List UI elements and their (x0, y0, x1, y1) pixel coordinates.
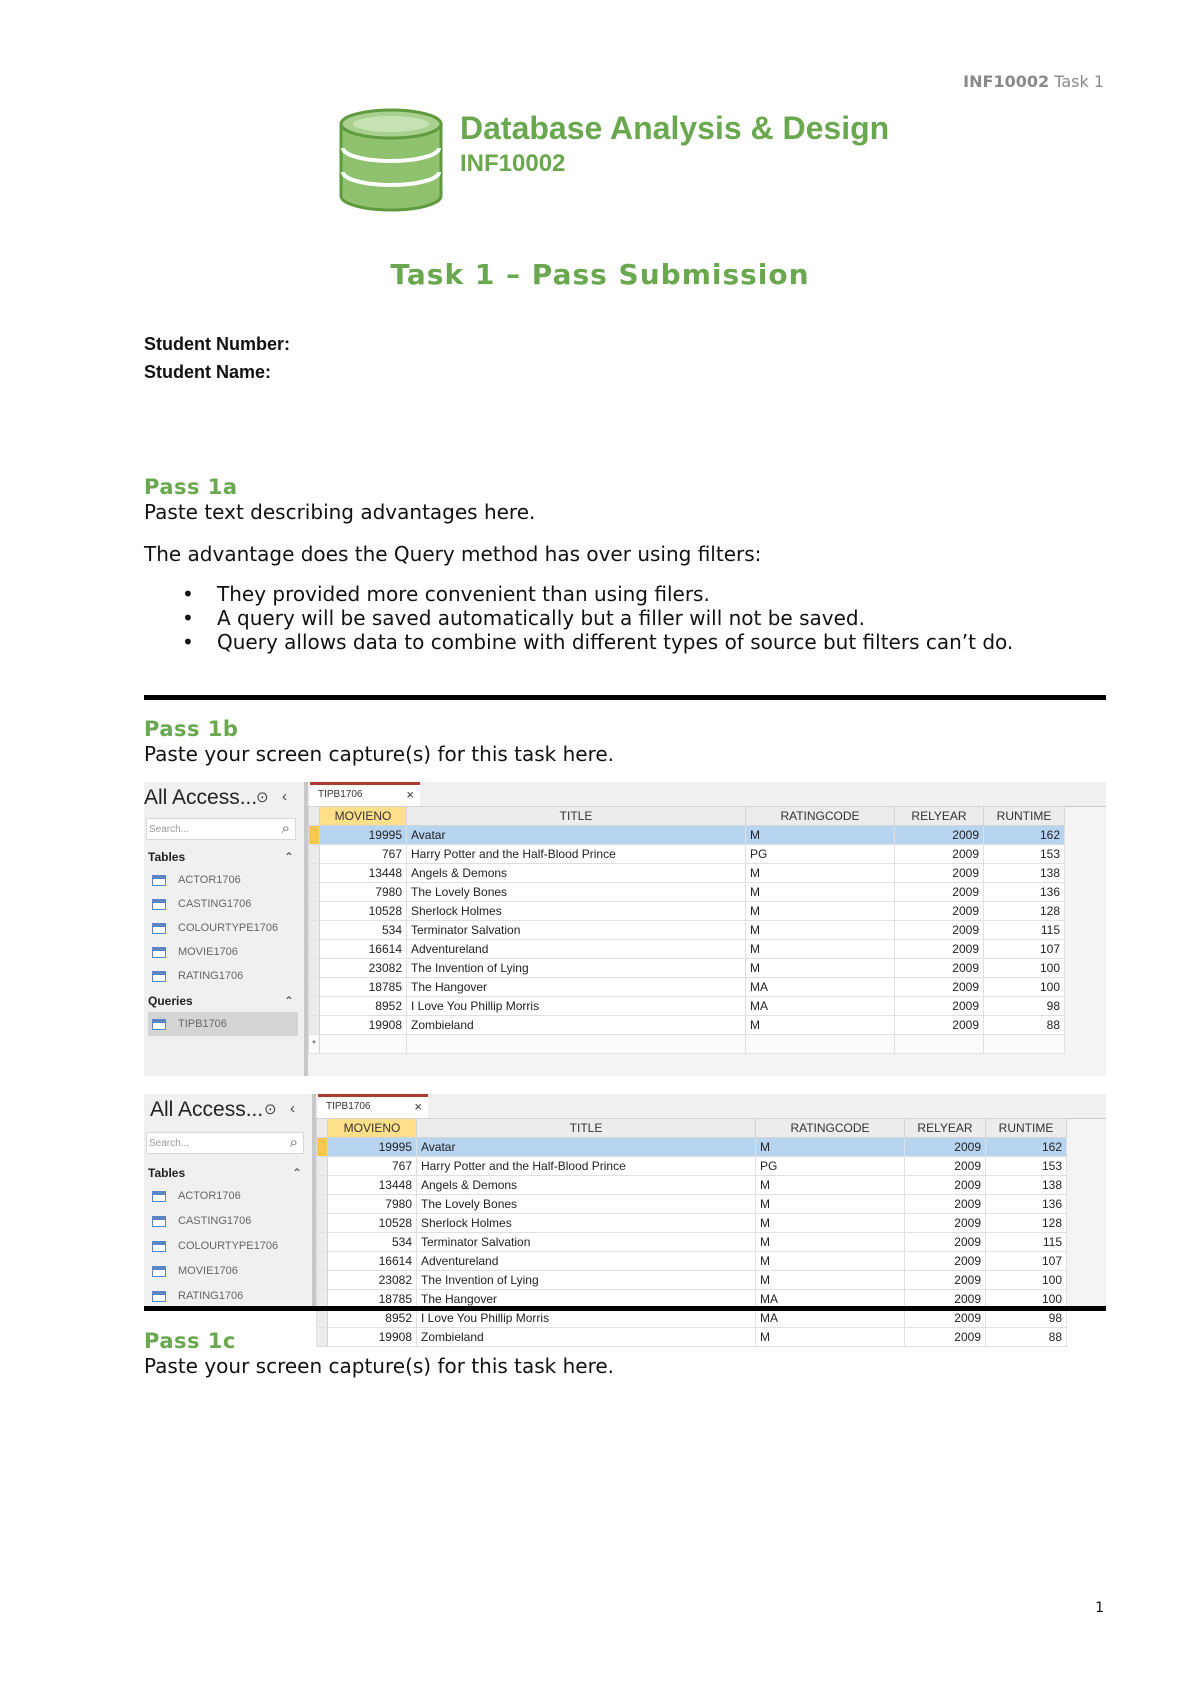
table-cell[interactable]: 2009 (905, 1157, 986, 1176)
table-cell[interactable]: 2009 (895, 978, 984, 997)
table-cell[interactable]: MA (746, 978, 895, 997)
table-cell[interactable]: I Love You Phillip Morris (417, 1309, 756, 1328)
table-cell[interactable]: 13448 (328, 1176, 417, 1195)
table-cell[interactable]: 2009 (895, 959, 984, 978)
row-selector-header[interactable] (309, 807, 320, 826)
nav-item-table[interactable]: ACTOR1706 (148, 1184, 306, 1208)
table-cell[interactable]: 2009 (895, 940, 984, 959)
nav-item-query[interactable]: TIPB1706 (148, 1012, 298, 1036)
table-cell[interactable]: 18785 (328, 1290, 417, 1309)
nav-title: All Access... (150, 1098, 264, 1121)
table-cell[interactable]: 7980 (328, 1195, 417, 1214)
table-cell[interactable]: MA (746, 997, 895, 1016)
table-row[interactable] (317, 1157, 1067, 1176)
row-selector[interactable] (317, 1252, 328, 1271)
row-selector-header[interactable] (317, 1119, 328, 1138)
table-cell[interactable]: Sherlock Holmes (407, 902, 746, 921)
table-cell[interactable]: Harry Potter and the Half-Blood Prince (407, 845, 746, 864)
table-row[interactable] (317, 1309, 1067, 1328)
table-cell[interactable]: Angels & Demons (417, 1176, 756, 1195)
pass-1c-instruction: Paste your screen capture(s) for this task here. (144, 1354, 615, 1378)
table-cell[interactable]: 128 (986, 1214, 1067, 1233)
table-cell[interactable]: 2009 (895, 826, 984, 845)
table-cell[interactable]: Avatar (407, 826, 746, 845)
table-row[interactable] (309, 826, 1065, 845)
table-cell[interactable] (320, 1035, 407, 1054)
table-cell[interactable]: 13448 (320, 864, 407, 883)
table-cell[interactable]: 19908 (328, 1328, 417, 1347)
row-selector[interactable] (317, 1195, 328, 1214)
table-cell[interactable]: Adventureland (417, 1252, 756, 1271)
table-row[interactable] (309, 959, 1065, 978)
table-cell[interactable]: 19995 (320, 826, 407, 845)
table-cell[interactable]: M (746, 940, 895, 959)
pass-1a-intro: The advantage does the Query method has over using filters: (144, 542, 762, 566)
row-selector[interactable] (309, 826, 320, 845)
table-row[interactable] (309, 902, 1065, 921)
table-cell[interactable]: 100 (986, 1271, 1067, 1290)
table-icon (152, 947, 166, 958)
pass-1a-bullet-list (160, 582, 1013, 654)
student-name-label: Student Name: (144, 362, 272, 382)
table-icon (152, 1241, 166, 1252)
pass-1a-heading: Pass 1a (144, 475, 238, 499)
table-cell[interactable]: M (746, 959, 895, 978)
table-row[interactable] (309, 883, 1065, 902)
document-tab-bar (316, 1094, 1106, 1119)
chevron-up-icon: ⌃ (284, 850, 295, 864)
tables-label: Tables (148, 850, 186, 864)
table-cell[interactable]: 2009 (905, 1328, 986, 1347)
column-header[interactable]: RATINGCODE (756, 1119, 905, 1138)
table-cell[interactable]: 2009 (895, 997, 984, 1016)
table-cell[interactable]: 115 (986, 1233, 1067, 1252)
row-selector[interactable] (317, 1138, 328, 1157)
table-row[interactable] (309, 1016, 1065, 1035)
table-cell[interactable]: 10528 (328, 1214, 417, 1233)
table-cell[interactable]: M (746, 826, 895, 845)
table-cell[interactable]: 10528 (320, 902, 407, 921)
table-cell[interactable]: M (756, 1252, 905, 1271)
table-cell[interactable]: 534 (328, 1233, 417, 1252)
nav-item-table[interactable]: CASTING1706 (148, 892, 298, 916)
chevron-up-icon: ⌃ (284, 994, 295, 1008)
new-record-row[interactable] (309, 1035, 1065, 1054)
table-cell[interactable] (895, 1035, 984, 1054)
column-header[interactable]: RATINGCODE (746, 807, 895, 826)
table-cell[interactable]: 2009 (895, 921, 984, 940)
table-cell[interactable]: 767 (328, 1157, 417, 1176)
nav-menu-icon[interactable]: ⊙ (256, 789, 269, 806)
table-cell[interactable]: Zombieland (407, 1016, 746, 1035)
table-cell[interactable]: The Hangover (407, 978, 746, 997)
table-row[interactable] (317, 1195, 1067, 1214)
table-cell[interactable]: 98 (984, 997, 1065, 1016)
row-selector[interactable] (309, 959, 320, 978)
close-icon[interactable]: × (414, 1099, 422, 1114)
table-row[interactable] (317, 1328, 1067, 1347)
table-cell[interactable]: M (746, 1016, 895, 1035)
table-cell[interactable]: 2009 (895, 902, 984, 921)
table-row[interactable] (309, 864, 1065, 883)
table-row[interactable] (309, 978, 1065, 997)
table-cell[interactable]: The Invention of Lying (417, 1271, 756, 1290)
new-record-marker: * (309, 1035, 320, 1054)
table-cell[interactable]: M (756, 1195, 905, 1214)
logo-code: INF10002 (460, 150, 566, 177)
queries-label: Queries (148, 994, 193, 1008)
column-header[interactable]: TITLE (417, 1119, 756, 1138)
row-selector[interactable] (317, 1157, 328, 1176)
table-icon (152, 971, 166, 982)
table-cell[interactable]: 2009 (905, 1309, 986, 1328)
table-cell[interactable] (407, 1035, 746, 1054)
row-selector[interactable] (317, 1271, 328, 1290)
table-cell[interactable]: 88 (986, 1328, 1067, 1347)
row-selector[interactable] (309, 940, 320, 959)
table-cell[interactable]: 18785 (320, 978, 407, 997)
row-selector[interactable] (317, 1214, 328, 1233)
tab-query[interactable]: TIPB1706 × (310, 782, 420, 806)
table-cell[interactable]: 138 (984, 864, 1065, 883)
table-cell[interactable]: Terminator Salvation (407, 921, 746, 940)
table-icon (152, 875, 166, 886)
table-cell[interactable]: 2009 (905, 1290, 986, 1309)
table-cell[interactable]: The Invention of Lying (407, 959, 746, 978)
search-icon[interactable]: ⌕ (281, 820, 290, 837)
header-code: INF10002 (963, 72, 1050, 91)
access-screenshot-1 (144, 782, 1106, 1076)
nav-item-table[interactable]: ACTOR1706 (148, 868, 298, 892)
table-cell[interactable]: 767 (320, 845, 407, 864)
table-row[interactable] (317, 1138, 1067, 1157)
table-cell[interactable]: 2009 (905, 1252, 986, 1271)
table-row[interactable] (309, 940, 1065, 959)
row-selector[interactable] (309, 1016, 320, 1035)
table-cell[interactable]: PG (746, 845, 895, 864)
table-cell[interactable]: M (756, 1328, 905, 1347)
table-cell[interactable]: MA (756, 1309, 905, 1328)
nav-item-table[interactable]: COLOURTYPE1706 (148, 916, 298, 940)
table-cell[interactable]: The Lovely Bones (417, 1195, 756, 1214)
column-header[interactable]: RUNTIME (984, 807, 1065, 826)
section-divider (144, 1306, 1106, 1311)
table-cell[interactable]: 2009 (905, 1271, 986, 1290)
table-cell[interactable]: 128 (984, 902, 1065, 921)
table-cell[interactable]: 19908 (320, 1016, 407, 1035)
header-course-code (963, 72, 1104, 91)
database-icon (336, 106, 446, 214)
tables-label: Tables (148, 1166, 186, 1180)
table-icon (152, 1216, 166, 1227)
table-cell[interactable]: 153 (984, 845, 1065, 864)
table-cell[interactable]: 162 (986, 1138, 1067, 1157)
table-cell[interactable]: M (756, 1176, 905, 1195)
nav-item-table[interactable]: CASTING1706 (148, 1209, 306, 1233)
table-cell[interactable]: MA (756, 1290, 905, 1309)
row-selector[interactable] (309, 845, 320, 864)
navigation-pane (144, 782, 308, 1076)
search-input[interactable]: Search... (146, 1132, 304, 1154)
column-header[interactable]: MOVIENO (320, 807, 407, 826)
table-cell[interactable]: 2009 (895, 845, 984, 864)
table-icon (152, 923, 166, 934)
row-selector[interactable] (309, 902, 320, 921)
table-cell[interactable]: I Love You Phillip Morris (407, 997, 746, 1016)
row-selector[interactable] (309, 864, 320, 883)
table-row[interactable] (317, 1271, 1067, 1290)
column-header[interactable]: TITLE (407, 807, 746, 826)
table-cell[interactable]: 2009 (905, 1176, 986, 1195)
table-cell[interactable]: M (756, 1271, 905, 1290)
table-icon (152, 899, 166, 910)
table-cell[interactable]: 2009 (905, 1214, 986, 1233)
table-row[interactable] (317, 1233, 1067, 1252)
pass-1c-heading: Pass 1c (144, 1329, 236, 1353)
table-cell[interactable]: 88 (984, 1016, 1065, 1035)
nav-title: All Access... (144, 786, 258, 809)
pass-1a-instruction: Paste text describing advantages here. (144, 500, 536, 524)
row-selector[interactable] (309, 883, 320, 902)
table-cell[interactable]: 2009 (905, 1138, 986, 1157)
table-cell[interactable]: The Lovely Bones (407, 883, 746, 902)
logo-title: Database Analysis & Design (460, 110, 890, 146)
pass-1b-heading: Pass 1b (144, 717, 239, 741)
tables-group-header[interactable] (148, 850, 298, 864)
pass-1b-instruction: Paste your screen capture(s) for this task here. (144, 742, 615, 766)
list-item: • Query allows data to combine with different types of source but filters can’t do. (160, 630, 1013, 654)
student-number-label: Student Number: (144, 334, 290, 354)
table-cell[interactable]: The Hangover (417, 1290, 756, 1309)
table-cell[interactable] (746, 1035, 895, 1054)
navigation-pane (144, 1094, 316, 1310)
queries-group-header[interactable] (148, 994, 298, 1008)
table-cell[interactable]: 162 (984, 826, 1065, 845)
table-cell[interactable]: 100 (984, 959, 1065, 978)
table-cell[interactable]: M (756, 1138, 905, 1157)
datasheet-grid (308, 806, 1065, 1054)
nav-menu-icon[interactable]: ⊙ (264, 1101, 277, 1118)
document-tab-bar (308, 782, 1106, 807)
column-header[interactable]: RELYEAR (905, 1119, 986, 1138)
row-selector[interactable] (309, 978, 320, 997)
table-icon (152, 1266, 166, 1277)
search-icon[interactable]: ⌕ (289, 1134, 298, 1151)
table-cell[interactable]: 534 (320, 921, 407, 940)
row-selector[interactable] (309, 921, 320, 940)
table-cell[interactable]: M (756, 1214, 905, 1233)
table-cell[interactable]: 2009 (905, 1233, 986, 1252)
column-header[interactable]: RUNTIME (986, 1119, 1067, 1138)
table-cell[interactable]: Sherlock Holmes (417, 1214, 756, 1233)
table-cell[interactable]: 16614 (320, 940, 407, 959)
table-cell[interactable]: M (746, 883, 895, 902)
nav-item-table[interactable]: MOVIE1706 (148, 1259, 306, 1283)
table-cell[interactable]: PG (756, 1157, 905, 1176)
table-row[interactable] (317, 1176, 1067, 1195)
table-cell[interactable]: 8952 (328, 1309, 417, 1328)
table-cell[interactable]: M (746, 921, 895, 940)
datasheet-grid (316, 1118, 1067, 1347)
column-header[interactable]: MOVIENO (328, 1119, 417, 1138)
table-cell[interactable]: 2009 (905, 1195, 986, 1214)
row-selector[interactable] (317, 1176, 328, 1195)
query-icon (152, 1019, 166, 1030)
table-cell[interactable]: M (756, 1233, 905, 1252)
table-cell[interactable]: Zombieland (417, 1328, 756, 1347)
table-row[interactable] (317, 1214, 1067, 1233)
page-number: 1 (1095, 1600, 1104, 1616)
table-cell[interactable]: Angels & Demons (407, 864, 746, 883)
row-selector[interactable] (317, 1233, 328, 1252)
table-cell[interactable]: 107 (986, 1252, 1067, 1271)
table-cell[interactable]: M (746, 864, 895, 883)
section-divider (144, 695, 1106, 700)
table-cell[interactable]: 100 (986, 1290, 1067, 1309)
table-cell[interactable]: Adventureland (407, 940, 746, 959)
nav-item-table[interactable]: RATING1706 (148, 1284, 306, 1308)
grid-header-row (309, 807, 1065, 826)
table-icon (152, 1291, 166, 1302)
tab-query[interactable]: TIPB1706 × (318, 1094, 428, 1118)
table-row[interactable] (309, 845, 1065, 864)
row-selector[interactable] (317, 1309, 328, 1328)
task-title: Task 1 – Pass Submission (390, 258, 810, 291)
chevron-up-icon: ⌃ (292, 1166, 303, 1180)
table-cell[interactable]: 115 (984, 921, 1065, 940)
column-header[interactable]: RELYEAR (895, 807, 984, 826)
nav-item-table[interactable]: COLOURTYPE1706 (148, 1234, 306, 1258)
table-row[interactable] (317, 1252, 1067, 1271)
table-cell[interactable]: 2009 (895, 883, 984, 902)
table-cell[interactable]: 98 (986, 1309, 1067, 1328)
table-cell[interactable]: 153 (986, 1157, 1067, 1176)
table-cell[interactable] (984, 1035, 1065, 1054)
table-cell[interactable]: 8952 (320, 997, 407, 1016)
table-cell[interactable]: Terminator Salvation (417, 1233, 756, 1252)
table-cell[interactable]: 7980 (320, 883, 407, 902)
collapse-icon[interactable]: ‹ (290, 1100, 295, 1117)
tables-group-header[interactable] (148, 1166, 306, 1180)
table-row[interactable] (309, 921, 1065, 940)
table-icon (152, 1191, 166, 1202)
collapse-icon[interactable]: ‹ (282, 788, 287, 805)
table-cell[interactable]: 136 (986, 1195, 1067, 1214)
table-cell[interactable]: 100 (984, 978, 1065, 997)
grid-header-row (317, 1119, 1067, 1138)
table-cell[interactable]: Harry Potter and the Half-Blood Prince (417, 1157, 756, 1176)
table-cell[interactable]: 23082 (328, 1271, 417, 1290)
table-cell[interactable]: 19995 (328, 1138, 417, 1157)
nav-item-table[interactable]: MOVIE1706 (148, 940, 298, 964)
close-icon[interactable]: × (406, 787, 414, 802)
nav-item-table[interactable]: RATING1706 (148, 964, 298, 988)
list-item: • They provided more convenient than using filers. (160, 582, 1013, 606)
table-cell[interactable]: 138 (986, 1176, 1067, 1195)
table-cell[interactable]: 16614 (328, 1252, 417, 1271)
search-input[interactable]: Search... (146, 818, 296, 840)
table-cell[interactable]: 2009 (895, 1016, 984, 1035)
table-row[interactable] (309, 997, 1065, 1016)
table-cell[interactable]: 107 (984, 940, 1065, 959)
table-cell[interactable]: 23082 (320, 959, 407, 978)
row-selector[interactable] (309, 997, 320, 1016)
list-item: • A query will be saved automatically but a filler will not be saved. (160, 606, 1013, 630)
table-cell[interactable]: M (746, 902, 895, 921)
table-cell[interactable]: Avatar (417, 1138, 756, 1157)
table-cell[interactable]: 2009 (895, 864, 984, 883)
row-selector[interactable] (317, 1328, 328, 1347)
header-task: Task 1 (1054, 72, 1104, 91)
table-cell[interactable]: 136 (984, 883, 1065, 902)
